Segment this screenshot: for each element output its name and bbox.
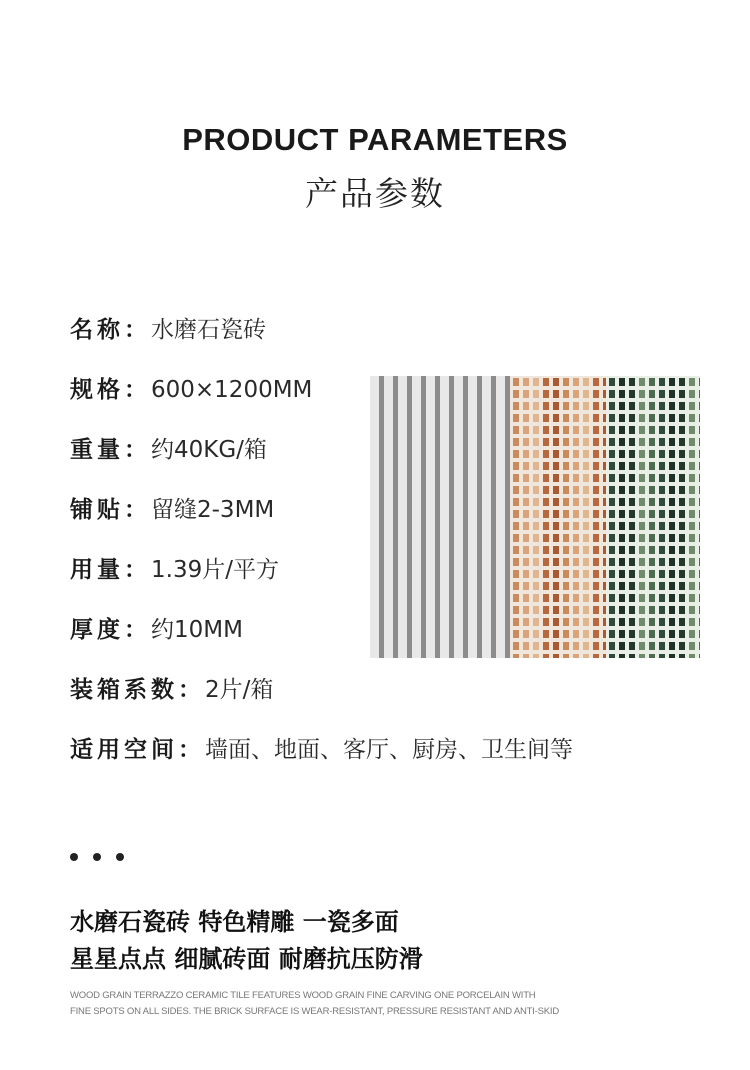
- page-title-cn: 产品参数: [305, 174, 445, 213]
- slogan-line-1: 水磨石瓷砖 特色精雕 一瓷多面: [70, 908, 399, 936]
- param-value: 600×1200MM: [151, 377, 313, 403]
- param-row-application: [70, 732, 573, 768]
- param-value: 约10MM: [151, 617, 243, 643]
- description-line-1: WOOD GRAIN TERRAZZO CERAMIC TILE FEATURES WOOD GRAIN FINE CARVING ONE PORCELAIN WITH: [70, 990, 536, 1001]
- param-row-weight: [70, 432, 267, 468]
- param-key: 规格：: [70, 377, 151, 403]
- page-title-en: PRODUCT PARAMETERS: [182, 122, 568, 157]
- param-key: 厚度：: [70, 617, 151, 643]
- param-value: 1.39片/平方: [151, 557, 279, 583]
- param-row-packing: [70, 672, 273, 708]
- slogan-line-2: 星星点点 细腻砖面 耐磨抗压防滑: [70, 945, 423, 973]
- param-key: 名称：: [70, 317, 151, 343]
- orange-tile-pattern: [510, 376, 606, 658]
- param-key: 重量：: [70, 437, 151, 463]
- param-row-size: [70, 372, 312, 408]
- param-row-thickness: [70, 612, 243, 648]
- param-value: 留缝2-3MM: [151, 497, 275, 523]
- param-row-laying: [70, 492, 274, 528]
- dot-icon: [70, 853, 78, 861]
- param-key: 用量：: [70, 557, 151, 583]
- tile-swatches-image: [370, 376, 700, 658]
- param-value: 约40KG/箱: [151, 437, 267, 463]
- param-value: 水磨石瓷砖: [151, 317, 266, 343]
- grey-tile-swatch: [370, 376, 510, 658]
- param-row-name: [70, 312, 266, 348]
- orange-tile-swatch: [510, 376, 606, 658]
- green-tile-swatch: [606, 376, 700, 658]
- param-row-usage: [70, 552, 279, 588]
- param-value: 2片/箱: [205, 677, 274, 703]
- description-line-2: FINE SPOTS ON ALL SIDES. THE BRICK SURFACE IS WEAR-RESISTANT, PRESSURE RESISTANT AND ANTI-SKID: [70, 1006, 560, 1017]
- param-key: 铺贴：: [70, 497, 151, 523]
- dot-icon: [116, 853, 124, 861]
- dot-icon: [93, 853, 101, 861]
- param-value: 墙面、地面、客厅、厨房、卫生间等: [205, 737, 573, 763]
- param-key: 适用空间：: [70, 737, 205, 763]
- green-tile-pattern: [606, 376, 700, 658]
- param-key: 装箱系数：: [70, 677, 205, 703]
